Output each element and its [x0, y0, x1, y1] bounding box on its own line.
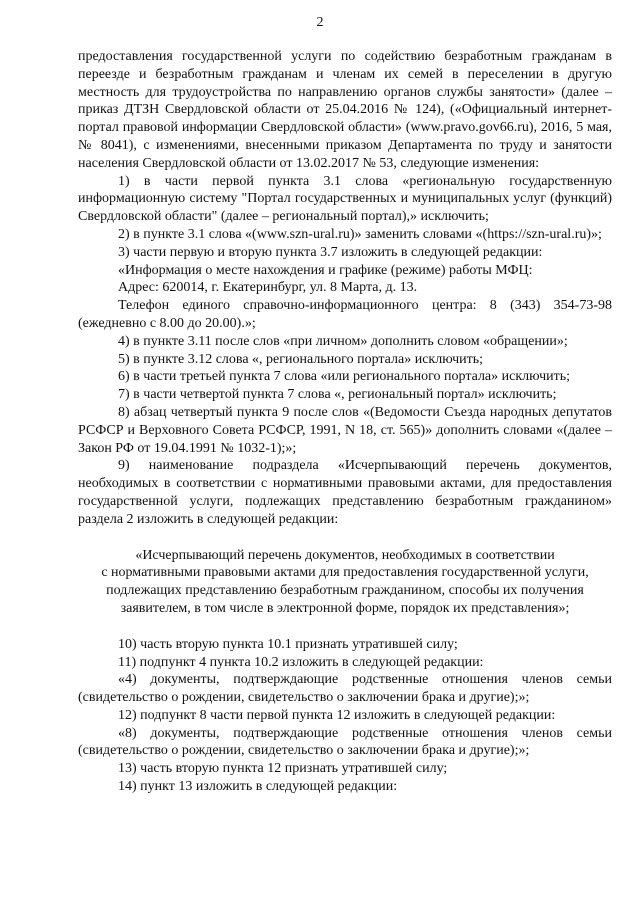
item-14: 14) пункт 13 изложить в следующей редакции:: [118, 779, 398, 795]
heading-line: с нормативными правовыми актами для предоставления государственной услуги,: [101, 565, 589, 581]
item-3-info: «Информация о месте нахождения и графике (режиме) работы МФЦ:: [118, 262, 533, 278]
heading-line: «Исчерпывающий перечень документов, необходимых в соответствии: [135, 547, 555, 563]
item-11-text: «4) документы, подтверждающие родственные отношения членов семьи (свидетельство о рождении, свидетельство о заключении брака и другие);»;: [78, 672, 612, 706]
item-13: 13) часть вторую пункта 12 признать утратившей силу;: [118, 761, 448, 777]
item-3: 3) части первую и вторую пункта 3.7 изложить в следующей редакции:: [118, 244, 543, 260]
item-3-phone: Телефон единого справочно-информационного центра: 8 (343) 354-73-98 (ежедневно с 8.00 до 20.00).»;: [78, 298, 612, 331]
item-7: 7) в части четвертой пункта 7 слова «, региональный портал» исключить;: [118, 387, 557, 403]
item-4: 4) в пункте 3.11 после слов «при личном» дополнить словом «обращении»;: [118, 333, 568, 349]
subsection-heading: [78, 547, 612, 618]
intro-paragraph: предоставления государственной услуги по содействию безработным гражданам в переезде и безработным гражданам и членам их семей в переселении в другую местность для трудоустройства по направлению органов службы занятости» (далее – приказ ДТЗН Свердловской области от 25.04.2016 № 124), («Официальный интернет-портал правовой информации Свердловской области» (www.pravo.gov66.ru), 2016, 5 мая, № 8041), с изменениями, внесенными приказом Департамента по труду и занятости населения Свердловской области от 13.02.2017 № 53, следующие изменения:: [78, 49, 612, 171]
item-3-address: Адрес: 620014, г. Екатеринбург, ул. 8 Марта, д. 13.: [118, 280, 418, 296]
item-5: 5) в пункте 3.12 слова «, регионального портала» исключить;: [118, 351, 484, 367]
item-6: 6) в части третьей пункта 7 слова «или регионального портала» исключить;: [118, 369, 570, 385]
item-9: 9) наименование подраздела «Исчерпывающий перечень документов, необходимых в соответствии с нормативными правовыми актами, для предоставления государственной услуги, подлежащих представлению безработным гражданином» раздела 2 изложить в следующей редакции:: [78, 458, 612, 527]
item-12: 12) подпункт 8 части первой пункта 12 изложить в следующей редакции:: [118, 707, 556, 723]
item-2: 2) в пункте 3.1 слова «(www.szn-ural.ru)» заменить словами «(https://szn-ural.ru)»;: [118, 226, 602, 242]
heading-line: подлежащих представлению безработным гражданином, способы их получения: [106, 583, 584, 599]
item-10: 10) часть вторую пункта 10.1 признать утратившей силу;: [118, 636, 458, 652]
item-11: 11) подпункт 4 пункта 10.2 изложить в следующей редакции:: [118, 654, 484, 670]
heading-line: заявителем, в том числе в электронной форме, порядок их представления»;: [120, 600, 570, 616]
page-number: 2: [316, 15, 324, 30]
document-body: [78, 48, 612, 796]
item-8: 8) абзац четвертый пункта 9 после слов «(Ведомости Съезда народных депутатов РСФСР и Верховного Совета РСФСР, 1991, N 18, ст. 565)» дополнить словами «(далее – Закон РФ от 19.04.1991 № 1032-1);»;: [78, 404, 612, 456]
item-1: 1) в части первой пункта 3.1 слова «региональную государственную информационную систему "Портал государственных и муниципальных услуг (функций) Свердловской области" (далее – региональный портал),» исключить;: [78, 173, 612, 225]
item-12-text: «8) документы, подтверждающие родственные отношения членов семьи (свидетельство о рождении, свидетельство о заключении брака и другие);»;: [78, 725, 612, 759]
